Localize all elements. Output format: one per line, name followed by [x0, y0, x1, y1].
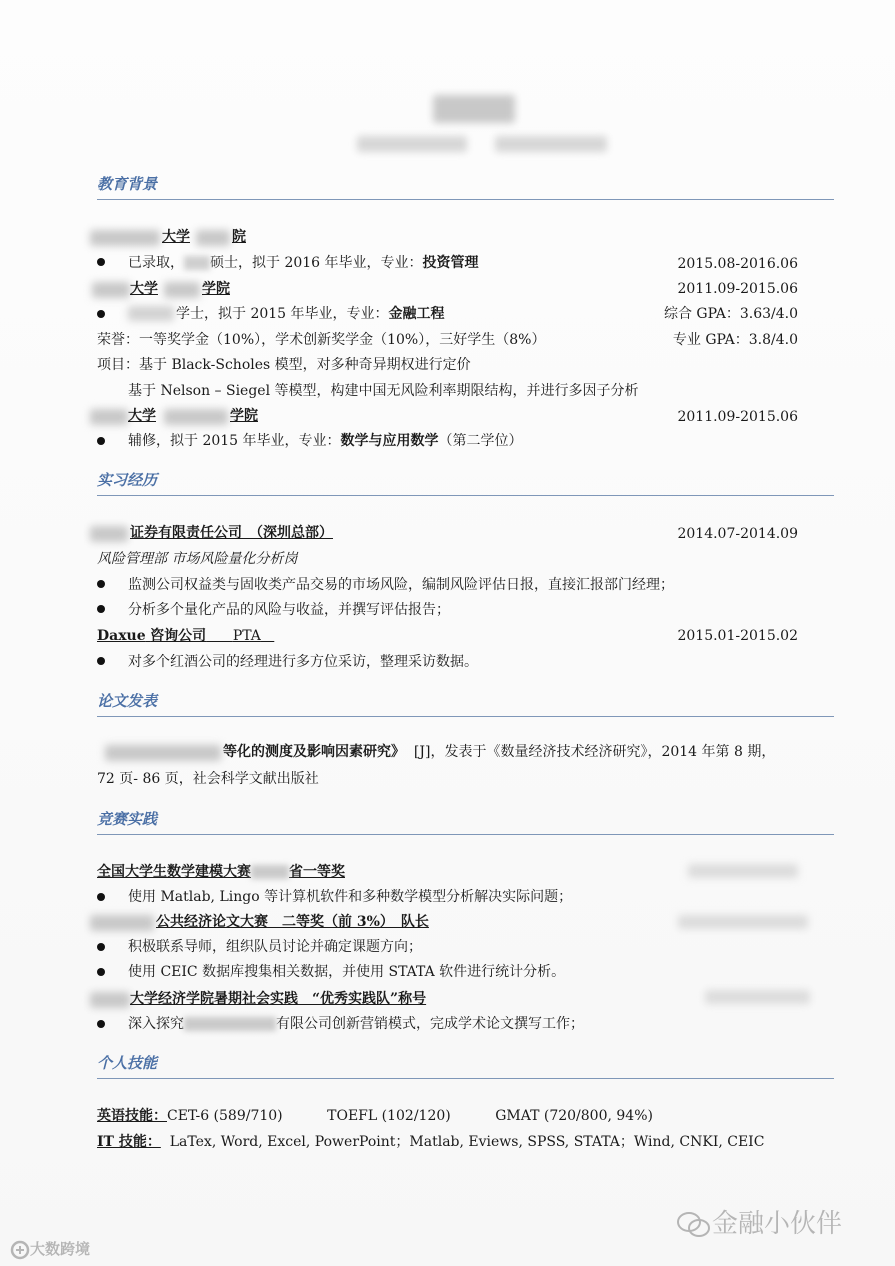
school-3: [128, 407, 156, 425]
competition-1: [97, 863, 345, 881]
redacted-date-c1: [688, 864, 798, 878]
paper-line-2: 72 页- 86 页，社会科学文献出版社: [97, 771, 319, 787]
comp-bullet-4b: 有限公司创新营销模式，完成学术论文撰写工作；: [276, 1016, 584, 1032]
intern-date-2: 2015.01-2015.02: [677, 628, 798, 644]
redacted-inline: [184, 1017, 276, 1031]
comp-bullet-1: 使用 Matlab, Lingo 等计算机软件和多种数学模型分析解决实际问题；: [128, 889, 573, 905]
honors: 荣誉：一等奖学金（10%），学术创新奖学金（10%），三好学生（8%）: [97, 332, 546, 348]
bullet: [97, 437, 105, 445]
school-1-suffix: 院: [232, 229, 246, 245]
watermark-right-text: 金融小伙伴: [712, 1209, 843, 1239]
competition-3: 大学经济学院暑期社会实践 “优秀实践队”称号: [130, 991, 427, 1007]
eng-label: 英语技能：: [97, 1108, 167, 1124]
skills-it: [97, 1133, 764, 1151]
section-title: 论文发表: [97, 692, 158, 710]
company-2-role: PTA: [232, 628, 261, 644]
intern-bullet-2: 分析多个量化产品的风险与收益，并撰写评估报告；: [128, 602, 450, 618]
it-label: IT 技能：: [97, 1134, 161, 1150]
redacted-school-1b: [196, 230, 230, 246]
redacted-contact-1: [357, 136, 467, 152]
bullet: [97, 605, 105, 613]
bullet: [97, 258, 105, 266]
skills-english: [97, 1107, 653, 1125]
gpa-major: 专业 GPA：3.8/4.0: [672, 332, 798, 348]
section-skills: [97, 1050, 834, 1079]
redacted-school-2b: [164, 282, 200, 298]
edu-line-1b: 硕士，拟于 2016 年毕业，专业：: [210, 255, 423, 271]
school-1-name: 大学: [162, 229, 190, 245]
school-3-name: 大学: [128, 408, 156, 424]
bullet: [97, 310, 105, 318]
date-1: 2015.08-2016.06: [677, 256, 798, 272]
project-2: 基于 Nelson – Siegel 等模型，构建中国无风险利率期限结构，并进行多因子分析: [128, 383, 639, 399]
bullet: [97, 1020, 105, 1028]
comp-bullet-4: [128, 1015, 584, 1033]
comp-bullet-4a: 深入探究: [128, 1016, 184, 1032]
redacted-date-c3: [705, 990, 810, 1004]
major-3: 数学与应用数学: [340, 433, 439, 449]
intern-bullet-1: 监测公司权益类与固收类产品交易的市场风险，编制风险评估日报，直接汇报部门经理；: [128, 577, 674, 593]
section-title: 教育背景: [97, 175, 158, 193]
redacted-comp-2: [90, 915, 154, 931]
comp-1-b: 省一等奖: [289, 864, 345, 880]
major-3-note: （第二学位）: [438, 433, 523, 449]
company-1: 证券有限责任公司 （深圳总部）: [130, 525, 333, 541]
section-papers: [97, 688, 834, 717]
date-3: 2011.09-2015.06: [677, 409, 798, 425]
company-2: [97, 627, 274, 645]
project-1: 项目：基于 Black-Scholes 模型，对多种奇异期权进行定价: [97, 357, 471, 373]
redacted-date-c2: [678, 915, 808, 929]
edu-line-2a: 学士，拟于 2015 年毕业，专业：: [176, 306, 389, 322]
redacted-school-2: [92, 282, 130, 298]
it-value: LaTex, Word, Excel, PowerPoint；Matlab, Eviews, SPSS, STATA；Wind, CNKI, CEIC: [169, 1134, 765, 1150]
comp-bullet-3: 使用 CEIC 数据库搜集相关数据，并使用 STATA 软件进行统计分析。: [128, 964, 566, 980]
redacted-inline-2: [128, 306, 174, 321]
paper-title: 等化的测度及影响因素研究》: [223, 744, 405, 760]
redacted-school-3b: [164, 409, 228, 425]
section-competitions: [97, 806, 834, 835]
section-title: 个人技能: [97, 1054, 158, 1072]
edu-line-1: [128, 254, 479, 272]
major-1: 投资管理: [422, 255, 479, 271]
redacted-paper-title: [105, 745, 221, 761]
comp-bullet-2: 积极联系导师，组织队员讨论并确定课题方向；: [128, 939, 422, 955]
school-2: [130, 280, 158, 298]
redacted-comp-3: [90, 992, 130, 1008]
bullet: [97, 943, 105, 951]
dept-1: 风险管理部 市场风险量化分析岗: [97, 551, 298, 567]
comp-1-a: 全国大学生数学建模大赛: [97, 864, 251, 880]
eng-value: CET-6 (589/710) TOEFL (102/120) GMAT (720/800, 94%): [167, 1108, 653, 1124]
paper-rest: [J]，发表于《数量经济技术经济研究》，2014 年第 8 期，: [413, 744, 776, 760]
bullet: [97, 580, 105, 588]
section-title: 竞赛实践: [97, 810, 158, 828]
school-2-suffix: 学院: [202, 281, 230, 297]
bullet: [97, 657, 105, 665]
watermark-right: [676, 1203, 842, 1240]
school-3-suffix: 学院: [230, 408, 258, 424]
watermark-logo-icon: [10, 1240, 30, 1260]
gpa-total: 综合 GPA：3.63/4.0: [663, 306, 798, 322]
watermark-left-text: 大数跨境: [30, 1240, 91, 1258]
redacted-school-1: [90, 230, 160, 246]
redacted-inline: [251, 865, 289, 879]
bullet: [97, 968, 105, 976]
intern-date-1: 2014.07-2014.09: [677, 526, 798, 542]
intern-bullet-3: 对多个红酒公司的经理进行多方位采访，整理采访数据。: [128, 654, 478, 670]
redacted-inline: [184, 256, 210, 270]
redacted-school-3: [90, 409, 128, 425]
redacted-company-1: [90, 526, 128, 542]
company-2-b: 咨询公司: [150, 628, 207, 644]
major-2: 金融工程: [388, 306, 445, 322]
edu-line-1a: 已录取，: [128, 255, 184, 271]
redacted-name: [433, 95, 515, 123]
section-internship: [97, 467, 834, 496]
bullet: [97, 893, 105, 901]
section-title: 实习经历: [97, 471, 158, 489]
competition-2: 公共经济论文大赛 二等奖（前 3%） 队长: [156, 914, 429, 930]
wechat-icon: [676, 1210, 712, 1240]
school-2-name: 大学: [130, 281, 158, 297]
edu-line-3a: 辅修，拟于 2015 年毕业，专业：: [128, 433, 341, 449]
redacted-contact-2: [495, 136, 607, 152]
school-1: [162, 228, 190, 246]
paper-line-1: [223, 743, 775, 761]
section-education: [97, 171, 834, 200]
date-2: 2011.09-2015.06: [677, 281, 798, 297]
edu-line-2: [176, 305, 445, 323]
company-2-a: Daxue: [97, 628, 146, 644]
watermark-left: [10, 1238, 90, 1260]
edu-line-3: [128, 432, 523, 450]
